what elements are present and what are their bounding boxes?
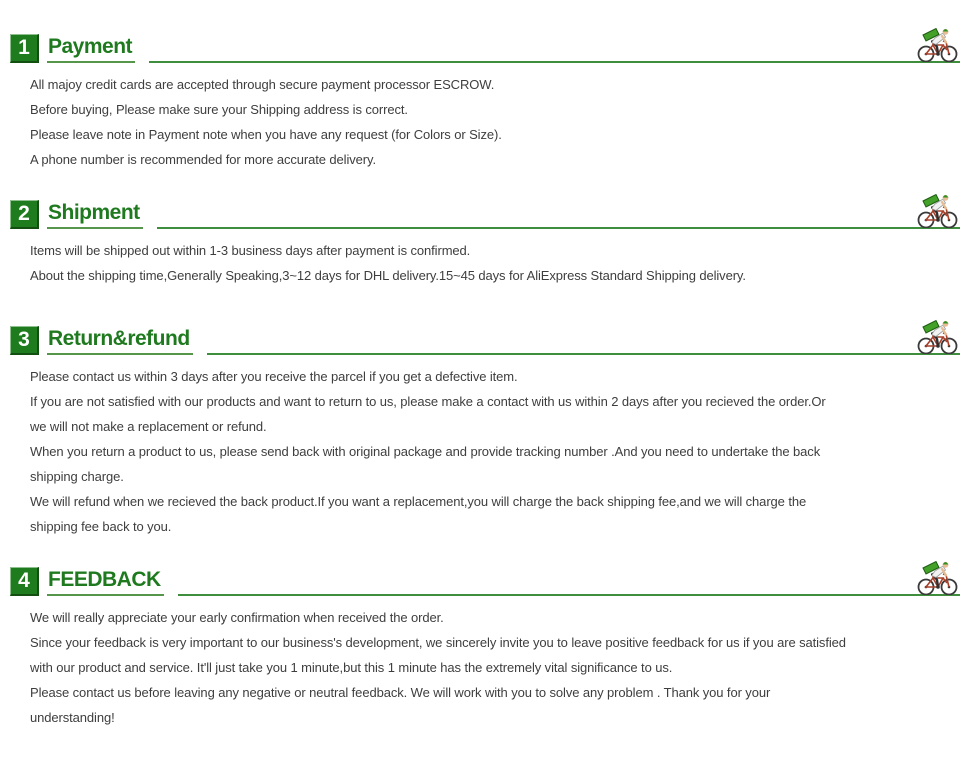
- body-line: A phone number is recommended for more accurate delivery.: [30, 152, 376, 167]
- body-line: shipping charge.: [30, 469, 124, 484]
- cyclist-courier-icon: [916, 192, 958, 228]
- body-line: Please contact us within 3 days after you receive the parcel if you get a defective item.: [30, 369, 518, 384]
- body-line: understanding!: [30, 710, 115, 725]
- section-payment: [0, 30, 960, 172]
- body-line: Please leave note in Payment note when you have any request (for Colors or Size).: [30, 127, 502, 142]
- section-number-badge: 3: [10, 326, 39, 355]
- cyclist-courier-icon: [916, 318, 958, 354]
- cyclist-courier-icon: [916, 26, 958, 62]
- section-number-badge: 4: [10, 567, 39, 596]
- body-line: If you are not satisfied with our products and want to return to us, please make a contact with us within 2 days after you recieved the order.Or: [30, 394, 826, 409]
- section-header: [10, 30, 960, 63]
- cyclist-courier-icon: [916, 559, 958, 595]
- body-line: Before buying, Please make sure your Shipping address is correct.: [30, 102, 408, 117]
- body-line: We will refund when we recieved the back product.If you want a replacement,you will charge the back shipping fee,and we will charge the: [30, 494, 807, 509]
- body-line: we will not make a replacement or refund.: [30, 419, 267, 434]
- section-rule: [149, 61, 960, 63]
- section-title: Shipment: [47, 200, 143, 229]
- body-line: with our product and service. It'll just take you 1 minute,but this 1 minute has the extremely vital significance to us.: [30, 660, 673, 675]
- section-body: [30, 605, 938, 730]
- body-line: shipping fee back to you.: [30, 519, 172, 534]
- section-header: [10, 322, 960, 355]
- section-title: Return&refund: [47, 326, 193, 355]
- section-rule: [207, 353, 960, 355]
- section-feedback: [0, 563, 960, 730]
- section-body: [30, 72, 938, 172]
- section-body: [30, 238, 938, 288]
- section-header: [10, 196, 960, 229]
- body-line: Please contact us before leaving any negative or neutral feedback. We will work with you to solve any problem . Thank you for your: [30, 685, 771, 700]
- body-line: When you return a product to us, please send back with original package and provide tracking number .And you need to undertake the back: [30, 444, 821, 459]
- body-line: All majoy credit cards are accepted through secure payment processor ESCROW.: [30, 77, 495, 92]
- section-number-badge: 1: [10, 34, 39, 63]
- section-return-refund: [0, 322, 960, 539]
- body-line: Items will be shipped out within 1-3 business days after payment is confirmed.: [30, 243, 471, 258]
- section-rule: [157, 227, 960, 229]
- section-shipment: [0, 196, 960, 288]
- section-number-badge: 2: [10, 200, 39, 229]
- section-header: [10, 563, 960, 596]
- body-line: We will really appreciate your early confirmation when received the order.: [30, 610, 444, 625]
- section-body: [30, 364, 938, 539]
- section-rule: [178, 594, 960, 596]
- body-line: About the shipping time,Generally Speaking,3~12 days for DHL delivery.15~45 days for AliExpress Standard Shipping delivery.: [30, 268, 746, 283]
- section-title: FEEDBACK: [47, 567, 164, 596]
- body-line: Since your feedback is very important to our business's development, we sincerely invite you to leave positive feedback for us if you are satisfied: [30, 635, 846, 650]
- section-title: Payment: [47, 34, 135, 63]
